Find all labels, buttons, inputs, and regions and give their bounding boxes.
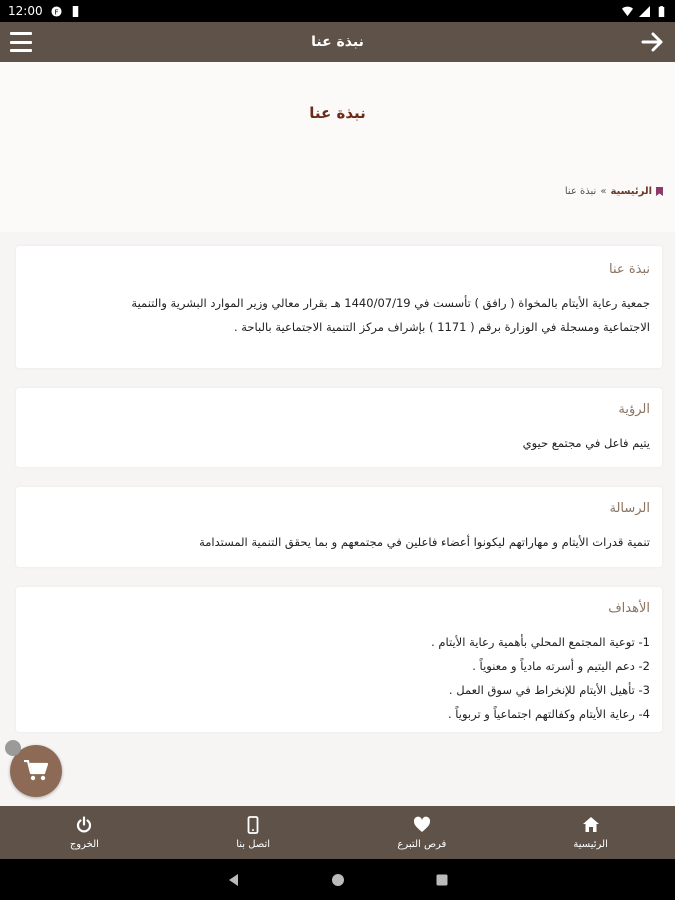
vision-card <box>16 388 662 467</box>
nav-logout[interactable] <box>0 806 169 859</box>
vision-text: يتيم فاعل في مجتمع حيوي <box>522 436 650 450</box>
goal-item: 1- توعية المجتمع المحلي بأهمية رعاية الأيتام . <box>431 635 650 649</box>
about-card <box>16 246 662 368</box>
breadcrumb-home[interactable]: الرئيسية <box>610 186 652 197</box>
phone-icon <box>244 816 262 834</box>
sd-card-icon <box>70 6 81 17</box>
menu-icon-bar <box>10 41 32 44</box>
bottom-navigation <box>0 806 675 859</box>
drag-handle[interactable] <box>5 740 21 756</box>
system-navigation <box>0 859 675 900</box>
home-circle-icon[interactable] <box>331 873 345 887</box>
heart-icon <box>413 816 431 834</box>
menu-button[interactable] <box>10 32 32 52</box>
page-title: نبذة عنا <box>309 104 366 122</box>
wifi-icon <box>622 6 633 17</box>
breadcrumb <box>565 186 663 197</box>
about-title: نبذة عنا <box>609 262 650 277</box>
nav-logout-label: الخروج <box>69 838 99 850</box>
status-time: 12:00 <box>8 4 43 18</box>
nav-contact[interactable] <box>169 806 338 859</box>
power-icon <box>75 816 93 834</box>
about-line-1: جمعية رعاية الأيتام بالمخواة ( رافق ) تأسست في 1440/07/19 هـ بقرار معالي وزير الموارد البشرية والتنمية <box>131 296 650 310</box>
menu-icon-bar <box>10 32 32 35</box>
signal-icon <box>639 6 650 17</box>
nav-contact-label: اتصل بنا <box>236 838 271 850</box>
home-icon <box>582 816 600 834</box>
app-bar-title: نبذة عنا <box>311 34 364 50</box>
goal-item: 4- رعاية الأيتام وكفالتهم اجتماعياً و تربوياً . <box>447 707 650 721</box>
nav-donate-label: فرص التبرع <box>397 838 447 850</box>
breadcrumb-separator: » <box>600 186 607 197</box>
bookmark-icon <box>656 187 663 196</box>
mission-card <box>16 487 662 567</box>
vision-title: الرؤية <box>618 402 650 417</box>
back-icon[interactable] <box>227 873 241 887</box>
status-bar <box>0 0 675 22</box>
app-bar <box>0 22 675 62</box>
goal-item: 3- تأهيل الأيتام للإنخراط في سوق العمل . <box>448 683 650 697</box>
goals-title: الأهداف <box>608 601 650 616</box>
battery-icon <box>656 6 667 17</box>
about-line-2: الاجتماعية ومسجلة في الوزارة برقم ( 1171 ) بإشراف مركز التنمية الاجتماعية بالباحة . <box>233 320 650 334</box>
breadcrumb-current: نبذة عنا <box>564 186 597 197</box>
nav-home-label: الرئيسية <box>573 838 608 850</box>
menu-icon-bar <box>10 49 32 52</box>
hero-banner <box>0 62 675 232</box>
nav-donate[interactable] <box>338 806 507 859</box>
mission-title: الرسالة <box>609 501 650 516</box>
arrow-right-icon[interactable] <box>641 30 665 54</box>
notification-icon <box>51 6 62 17</box>
mission-text: تنمية قدرات الأيتام و مهاراتهم ليكونوا أعضاء فاعلين في مجتمعهم و بما يحقق التنمية المستدامة <box>199 535 650 549</box>
goal-item: 2- دعم اليتيم و أسرته مادياً و معنوياً . <box>472 659 650 673</box>
svg-text:F: F <box>53 6 59 16</box>
recents-icon[interactable] <box>435 873 449 887</box>
nav-home[interactable] <box>506 806 675 859</box>
cart-icon <box>24 760 48 782</box>
goals-card <box>16 587 662 732</box>
